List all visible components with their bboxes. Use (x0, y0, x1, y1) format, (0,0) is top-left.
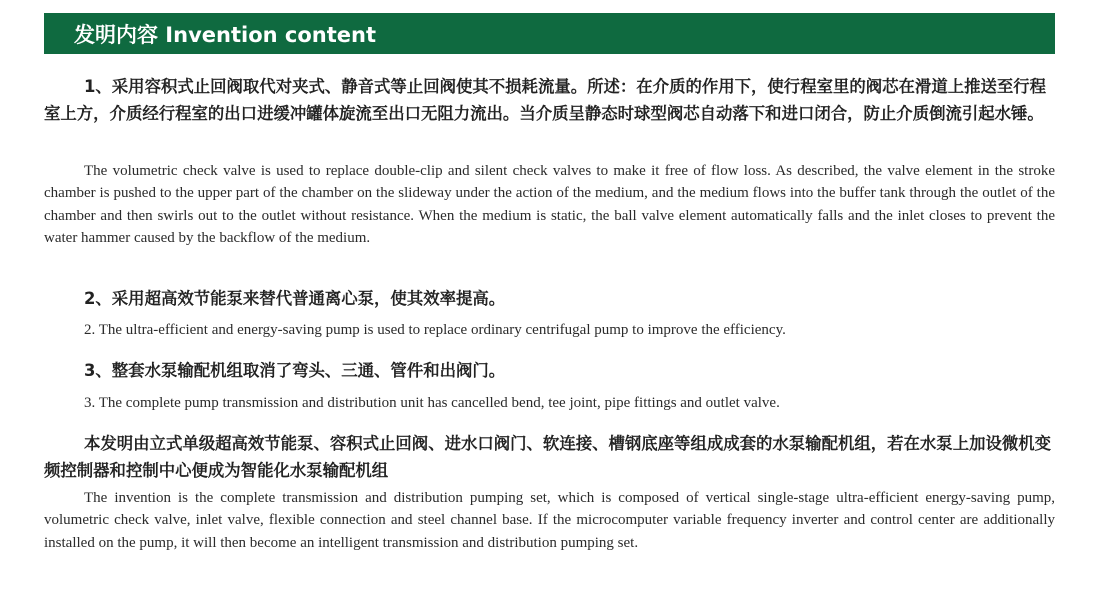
section-header-bar (44, 13, 1055, 54)
paragraph-3-chinese: 3、整套水泵输配机组取消了弯头、三通、管件和出阀门。 (84, 361, 506, 380)
section-title: 发明内容 Invention content (74, 22, 376, 47)
paragraph-1-english: The volumetric check valve is used to replace double-clip and silent check valves to make it free of flow loss. As described, the valve element in the stroke chamber is pushed to the upper part of the chamber on the slideway under the action of the medium, and the medium flows into the buffer tank through the outlet of the chamber and then swirls out to the outlet without resistance. When the medium is static, the ball valve element automatically falls and the inlet closes to prevent the water hammer caused by the backflow of the medium. (44, 163, 1055, 246)
paragraph-4-english: The invention is the complete transmission and distribution pumping set, which is composed of vertical single-stage ultra-efficient energy-saving pump, volumetric check valve, inlet valve, flexible connection and steel channel base. If the microcomputer variable frequency inverter and control center are additionally installed on the pump, it will then become an intelligent transmission and distribution pumping set. (44, 490, 1055, 551)
paragraph-2-english: 2. The ultra-efficient and energy-saving pump is used to replace ordinary centrifugal pump to improve the efficiency. (84, 322, 786, 338)
paragraph-1-chinese: 1、采用容积式止回阀取代对夹式、静音式等止回阀使其不损耗流量。所述：在介质的作用下，使行程室里的阀芯在滑道上推送至行程室上方，介质经行程室的出口进缓冲罐体旋流至出口无阻力流出。当介质呈静态时球型阀芯自动落下和进口闭合，防止介质倒流引起水锤。 (44, 77, 1047, 123)
paragraph-3-english: 3. The complete pump transmission and distribution unit has cancelled bend, tee joint, pipe fittings and outlet valve. (84, 395, 780, 411)
paragraph-2-chinese: 2、采用超高效节能泵来替代普通离心泵，使其效率提高。 (84, 289, 506, 308)
paragraph-4-chinese: 本发明由立式单级超高效节能泵、容积式止回阀、进水口阀门、软连接、槽钢底座等组成成套的水泵输配机组，若在水泵上加设微机变频控制器和控制中心便成为智能化水泵输配机组 (44, 434, 1052, 480)
